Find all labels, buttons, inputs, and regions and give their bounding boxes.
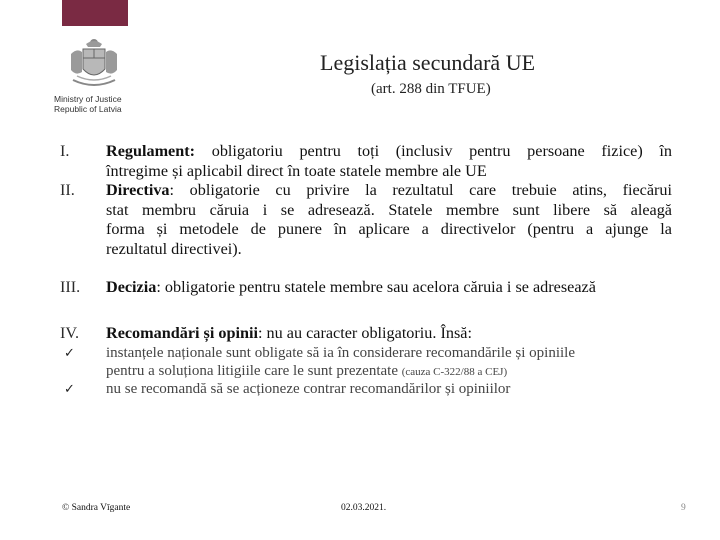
ministry-name-line2: Republic of Latvia bbox=[54, 104, 122, 114]
ministry-name-line1: Ministry of Justice bbox=[54, 94, 122, 104]
slide-subtitle: (art. 288 din TFUE) bbox=[371, 81, 491, 97]
item-number: IV. bbox=[60, 324, 80, 342]
header-color-bar bbox=[62, 0, 128, 26]
sub-item-line: nu se recomandă să se acționeze contrar recomandărilor și opiniilor bbox=[106, 381, 511, 397]
sub-item-nu-se-recomanda bbox=[106, 381, 672, 399]
page-number: 9 bbox=[681, 503, 686, 513]
case-reference: (cauza C-322/88 a CEJ) bbox=[401, 365, 508, 378]
item-term: Decizia bbox=[106, 278, 157, 296]
ministry-name bbox=[54, 94, 154, 114]
ministry-logo bbox=[48, 36, 144, 120]
item-number: I. bbox=[60, 142, 70, 160]
item-number: II. bbox=[60, 181, 75, 199]
footer-author: © Sandra Vīgante bbox=[62, 503, 131, 513]
coat-of-arms-icon bbox=[65, 36, 123, 92]
sub-item-line: pentru a soluționa litigiile care le sunt prezentate bbox=[106, 362, 398, 379]
item-term: Regulament: bbox=[106, 142, 196, 160]
checkmark-icon: ✓ bbox=[64, 382, 75, 397]
item-text-line: : nu au caracter obligatoriu. Însă: bbox=[258, 324, 472, 342]
item-number: III. bbox=[60, 278, 81, 296]
item-text bbox=[106, 181, 672, 259]
item-term: Recomandări și opinii bbox=[106, 324, 258, 342]
footer-date: 02.03.2021. bbox=[341, 503, 387, 513]
sub-item-line: instanțele naționale sunt obligate să ia în considerare recomandările și opiniile bbox=[106, 345, 576, 361]
slide-title: Legislația secundară UE bbox=[320, 50, 536, 75]
item-text-line: forma și metodele de punere în aplicare a directivelor (pentru a ajunge la bbox=[106, 220, 672, 238]
item-text-line: rezultatul directivei). bbox=[106, 239, 242, 258]
checkmark-icon: ✓ bbox=[64, 346, 75, 361]
item-text bbox=[106, 324, 672, 344]
item-text-line: obligatoriu pentru toți (inclusiv pentru persoane fizice) în bbox=[211, 142, 672, 160]
item-text-line: : obligatorie pentru statele membre sau acelora căruia i se bbox=[156, 278, 529, 296]
item-text-line: : obligatorie cu privire la rezultatul care trebuie atins, fiecărui bbox=[169, 181, 672, 199]
item-text-line: adresează bbox=[533, 278, 596, 296]
item-text-line: întregime și aplicabil direct în toate statele membre ale UE bbox=[106, 161, 487, 180]
sub-item-instante bbox=[106, 345, 672, 381]
item-text bbox=[106, 142, 672, 181]
item-term: Directiva bbox=[106, 181, 170, 199]
item-text bbox=[106, 278, 672, 298]
item-text-line: stat membru căruia i se adresează. Statele membre sunt libere să aleagă bbox=[106, 200, 672, 219]
